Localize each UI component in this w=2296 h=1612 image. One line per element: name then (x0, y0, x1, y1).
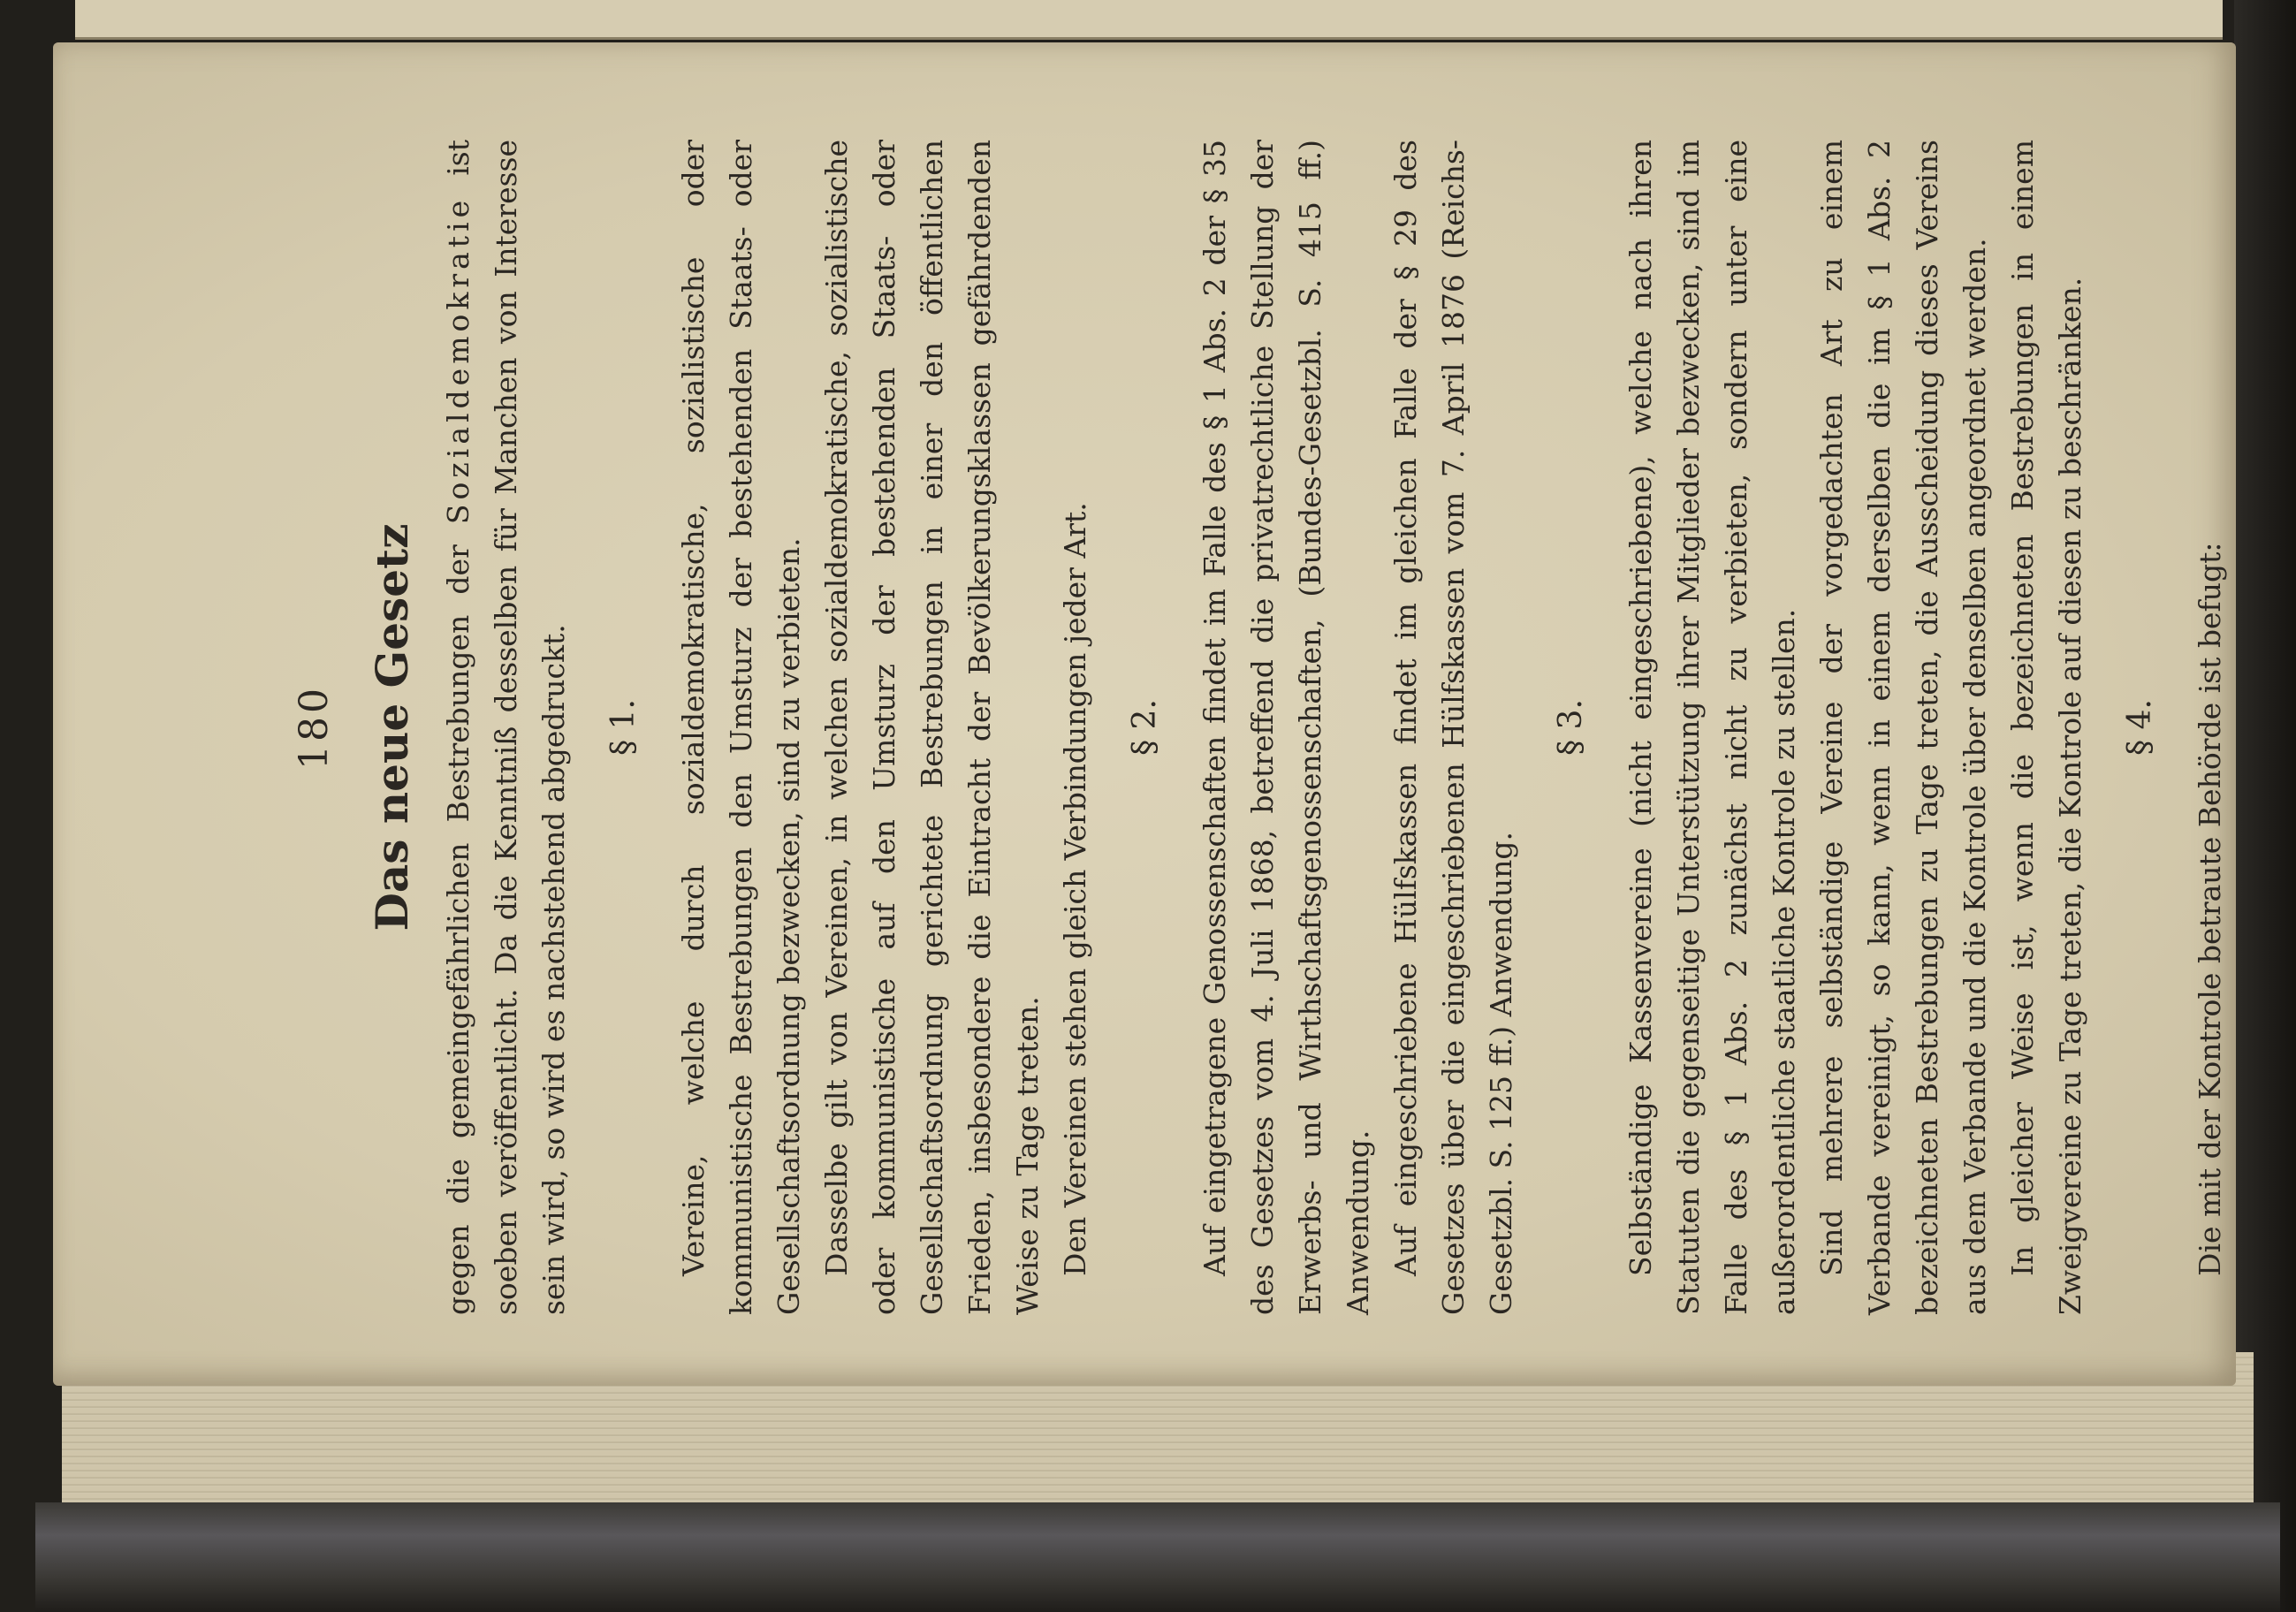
intro-text-1: gegen die gemeingefährlichen Bestrebungen der (441, 524, 475, 1315)
section-3-paragraph-3: In gleicher Weise ist, wenn die bezeichneten Bestrebungen in einem Zweigvereine zu Tage treten, die Kontrole auf diesen zu beschränken. (2005, 140, 2087, 1315)
intro-spaced-term: Sozialdemokratie (441, 195, 475, 525)
page-number: 180 (292, 685, 337, 770)
page-heading: Das neue Gesetz (366, 523, 418, 931)
section-3-paragraph-1: Selbständige Kassenvereine (nicht eingeschriebene), welche nach ihren Statuten die gegenseitige Unterstützung ihrer Mitglieder bezwecken, sind im Falle des § 1 Abs. 2 zunächst nicht zu verbieten, sondern unter eine außerordentliche staatliche Kontrole zu stellen. (1623, 140, 1801, 1315)
rotated-text-block (274, 140, 2227, 1315)
section-2-paragraph-1: Auf eingetragene Genossenschaften findet im Falle des § 1 Abs. 2 der § 35 des Gesetzes vom 4. Juli 1868, betreffend die privatrechtliche Stellung der Erwerbs- und Wirthschaftsgenossenschaften, (Bundes-Gesetzbl. S. 415 ff.) Anwendung. (1197, 140, 1375, 1315)
intro-text-2: ist soeben veröffentlicht. Da die Kenntniß desselben für Manchen von Interesse sein wird, so wird es nachstehend abgedruckt. (441, 140, 571, 1315)
section-2-paragraph-2: Auf eingeschriebene Hülfskassen findet im gleichen Falle der § 29 des Gesetzes über die eingeschriebenen Hülfskassen vom 7. April 1876 (Reichs-Gesetzbl. S. 125 ff.) Anwendung. (1388, 140, 1518, 1315)
section-2-label: § 2. (1127, 699, 1163, 756)
section-1-paragraph-2: Dasselbe gilt von Vereinen, in welchen sozialdemokratische, sozialistische oder kommunistische auf den Umsturz der bestehenden Staats- oder Gesellschaftsordnung gerichtete Bestrebungen in einer den öffentlichen Frieden, insbesondere die Eintracht der Bevölkerungsklassen gefährdenden Weise zu Tage treten. (819, 140, 1045, 1315)
book-cover-bottom (35, 1502, 2280, 1612)
intro-paragraph (435, 140, 578, 1315)
section-4-paragraph-1: Die mit der Kontrole betraute Behörde ist befugt: (2193, 542, 2227, 1276)
section-3-paragraph-2: Sind mehrere selbständige Vereine der vorgedachten Art zu einem Verbande vereinigt, so kann, wenn in einem derselben die im § 1 Abs. 2 bezeichneten Bestrebungen zu Tage treten, die Ausscheidung dieses Vereins aus dem Verbande und die Kontrole über denselben angeordnet werden. (1814, 140, 1992, 1315)
section-3-label: § 3. (1553, 699, 1589, 756)
section-1-label: § 1. (605, 699, 642, 756)
section-1-paragraph-3: Den Vereinen stehen gleich Verbindungen jeder Art. (1058, 502, 1092, 1276)
book-page (53, 42, 2236, 1386)
section-1-paragraph-1: Vereine, welche durch sozialdemokratische, sozialistische oder kommunistische Bestrebungen den Umsturz der bestehenden Staats- oder Gesellschaftsordnung bezwecken, sind zu verbieten. (676, 140, 806, 1315)
next-page-edge (75, 0, 2223, 40)
section-4-label: § 4. (2122, 699, 2158, 756)
